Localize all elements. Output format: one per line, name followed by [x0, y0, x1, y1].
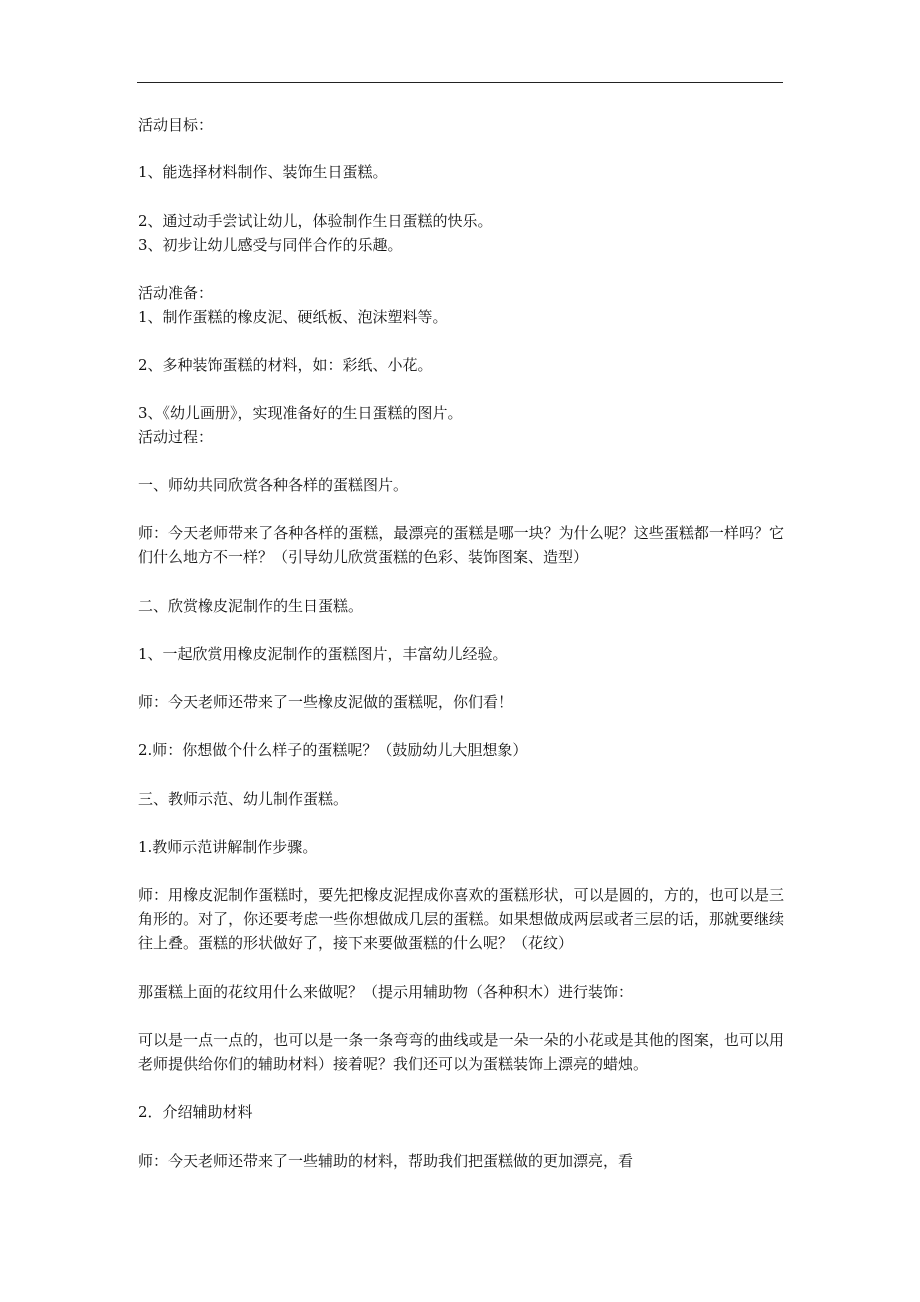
goal-item-2: 2、通过动手尝试让幼儿，体验制作生日蛋糕的快乐。: [138, 212, 493, 230]
section-heading-goals: 活动目标：: [138, 116, 214, 134]
preparation-item-1: 1、制作蛋糕的橡皮泥、硬纸板、泡沫塑料等。: [138, 308, 448, 326]
section-heading-process: 活动过程：: [138, 428, 214, 446]
section-heading-preparation: 活动准备：: [138, 284, 214, 302]
goal-item-3: 3、初步让幼儿感受与同伴合作的乐趣。: [138, 236, 403, 254]
preparation-item-2: 2、多种装饰蛋糕的材料，如：彩纸、小花。: [138, 356, 433, 374]
teacher-dialogue-2: 师：今天老师还带来了一些橡皮泥做的蛋糕呢，你们看！: [138, 693, 514, 711]
decoration-question: 那蛋糕上面的花纹用什么来做呢？（提示用辅助物（各种积木）进行装饰：: [138, 983, 634, 1001]
preparation-item-3: 3、《幼儿画册》，实现准备好的生日蛋糕的图片。: [138, 404, 463, 422]
header-rule: [137, 82, 783, 83]
step-3-item-1: 1.教师示范讲解制作步骤。: [138, 838, 318, 856]
teacher-dialogue-4: 师：今天老师还带来了一些辅助的材料，帮助我们把蛋糕做的更加漂亮，看: [138, 1152, 634, 1170]
teacher-dialogue-1: 师：今天老师带来了各种各样的蛋糕，最漂亮的蛋糕是哪一块？为什么呢？这些蛋糕都一样吗？它们什么地方不一样？（引导幼儿欣赏蛋糕的色彩、装饰图案、造型）: [138, 524, 784, 566]
teacher-dialogue-3: 师：用橡皮泥制作蛋糕时，要先把橡皮泥捏成你喜欢的蛋糕形状，可以是圆的，方的，也可以是三角形的。对了，你还要考虑一些你想做成几层的蛋糕。如果想做成两层或者三层的话，那就要继续往上叠。蛋糕的形状做好了，接下来要做蛋糕的什么呢？（花纹）: [138, 886, 784, 952]
decoration-explanation: 可以是一点一点的，也可以是一条一条弯弯的曲线或是一朵一朵的小花或是其他的图案，也可以用老师提供给你们的辅助材料）接着呢？我们还可以为蛋糕装饰上漂亮的蜡烛。: [138, 1031, 784, 1073]
step-heading-3: 三、教师示范、幼儿制作蛋糕。: [138, 790, 349, 808]
step-3-item-2: 2．介绍辅助材料: [138, 1103, 253, 1121]
step-heading-1: 一、师幼共同欣赏各种各样的蛋糕图片。: [138, 476, 409, 494]
step-heading-2: 二、欣赏橡皮泥制作的生日蛋糕。: [138, 597, 364, 615]
goal-item-1: 1、能选择材料制作、装饰生日蛋糕。: [138, 163, 388, 181]
step-2-item-2: 2.师：你想做个什么样子的蛋糕呢？（鼓励幼儿大胆想象）: [138, 741, 528, 759]
step-2-item-1: 1、一起欣赏用橡皮泥制作的蛋糕图片，丰富幼儿经验。: [138, 645, 508, 663]
